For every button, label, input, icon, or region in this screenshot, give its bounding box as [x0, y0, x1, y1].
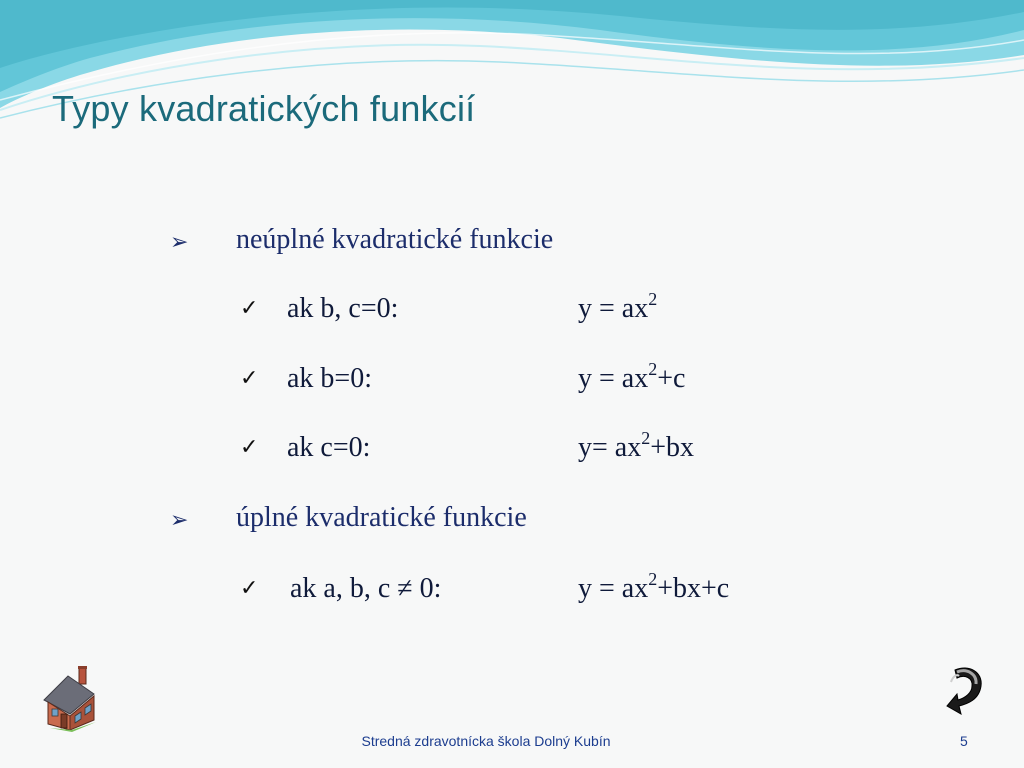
- formula-text: $y = ax^2$: [578, 289, 658, 324]
- check-bullet-icon: ✓: [240, 576, 259, 601]
- section-heading-complete: úplné kvadratické funkcie: [236, 502, 527, 533]
- house-icon: [42, 662, 98, 732]
- arrow-bullet-icon: ➢: [170, 230, 189, 255]
- check-bullet-icon: ✓: [240, 435, 259, 460]
- condition-text: ak b, c=0:: [287, 293, 399, 324]
- home-button[interactable]: [42, 662, 98, 732]
- formula-text: $y= ax^2+bx$: [578, 428, 695, 463]
- return-arrow-icon: [945, 662, 987, 722]
- page-number: 5: [960, 733, 968, 749]
- condition-text: ak c=0:: [287, 432, 371, 463]
- check-bullet-icon: ✓: [240, 366, 259, 391]
- formula-text: $y = ax^2+bx+c$: [578, 569, 730, 604]
- condition-text: ak a, b, c ≠ 0:: [290, 573, 442, 604]
- back-button[interactable]: [945, 662, 987, 722]
- section-heading-incomplete: neúplné kvadratické funkcie: [236, 224, 554, 255]
- slide-title: Typy kvadratických funkcií: [52, 88, 476, 129]
- footer-text: Stredná zdravotnícka škola Dolný Kubín: [361, 733, 611, 749]
- check-bullet-icon: ✓: [240, 296, 259, 321]
- arrow-bullet-icon: ➢: [170, 508, 189, 533]
- formula-text: $y = ax^2+c$: [578, 359, 686, 394]
- condition-text: ak b=0:: [287, 363, 372, 394]
